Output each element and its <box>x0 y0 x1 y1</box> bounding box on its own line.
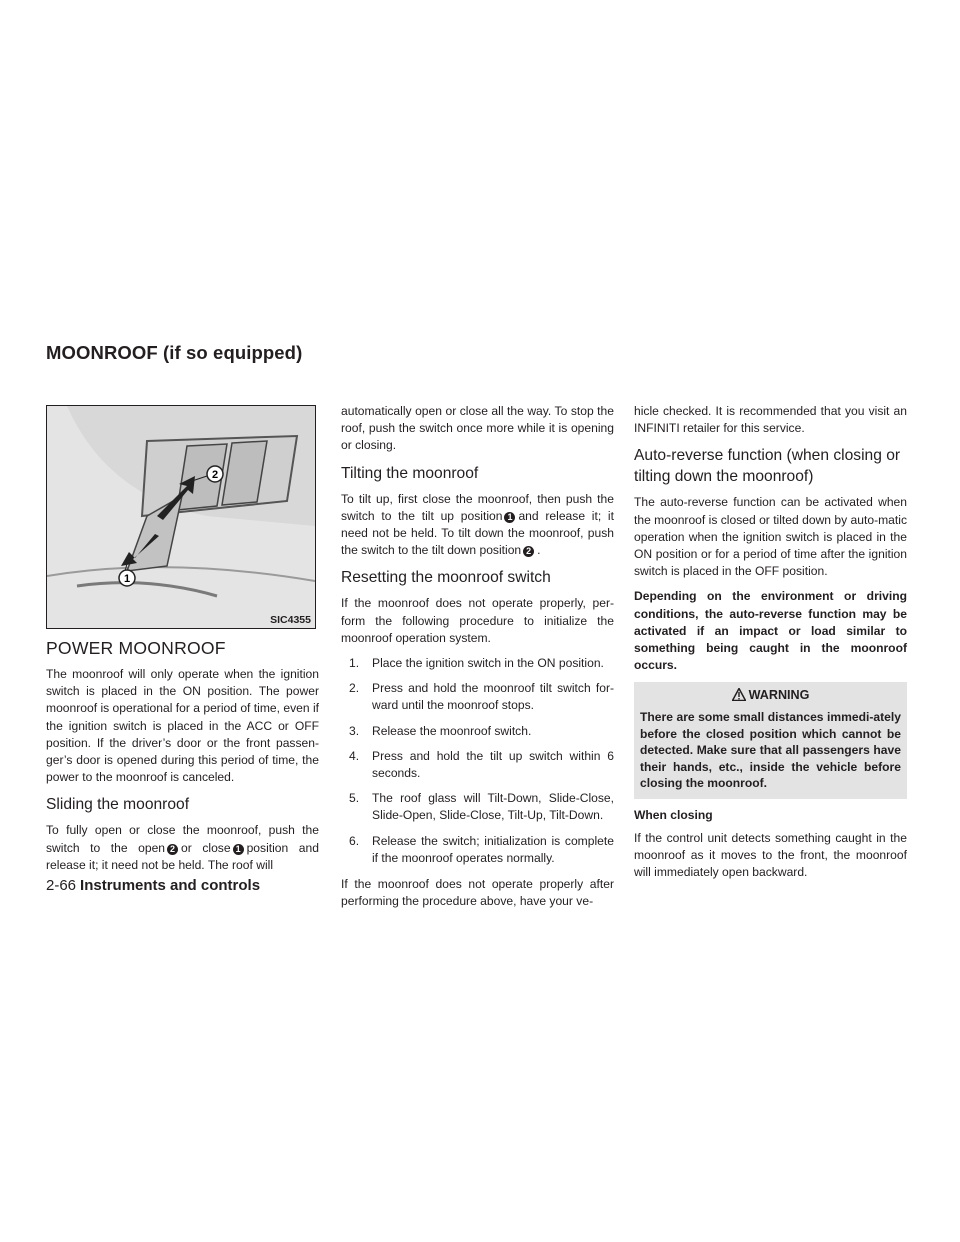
list-item <box>341 790 614 824</box>
warning-triangle-icon <box>732 688 746 701</box>
paragraph <box>341 491 614 560</box>
subheading-auto-reverse: Auto-reverse function (when closing or tilting down the moonroof) <box>634 447 901 486</box>
step-text: Press and hold the moonroof tilt switch for-ward until the moonroof stops. <box>372 681 614 713</box>
subheading-resetting: Resetting the moonroof switch <box>341 569 551 587</box>
page-footer <box>46 877 260 894</box>
text-span: and release it; it need not be held. To tilt down the moonroof, push the switch to the tilt down position <box>341 508 614 558</box>
paragraph: If the control unit detects something caught in the moonroof as it moves to the front, the moonroof will immediately open backward. <box>634 830 907 880</box>
callout-1-icon: 1 <box>233 844 244 855</box>
section-title: MOONROOF (if so equipped) <box>46 342 303 363</box>
paragraph: The moonroof will only operate when the ignition switch is placed in the ON position. The power moonroof is operational for a period of time, even if the ignition switch is placed in the ACC or OFF position. If the driver’s door or the front passen-ger’s door is opened during this period of time, the power to the moonroof is canceled. <box>46 667 319 785</box>
paragraph: If the moonroof does not operate properly after performing the procedure above, have your ve- <box>341 877 614 909</box>
callout-1: 1 <box>123 573 131 585</box>
text-span: To fully open or close the moonroof, push the switch to the open <box>46 823 319 855</box>
warning-box <box>634 682 907 799</box>
text-span: To tilt up, first close the moonroof, then push the switch to the tilt up position <box>341 491 614 523</box>
callout-2: 2 <box>211 469 219 481</box>
step-number: 5. <box>349 791 360 806</box>
step-text: Place the ignition switch in the ON position. <box>372 656 604 671</box>
footer-title: Instruments and controls <box>80 877 261 894</box>
reset-steps-list <box>341 655 614 867</box>
paragraph: If the moonroof does not operate properly, per-form the following procedure to initialize the moonroof operation system. <box>341 596 614 645</box>
subheading-sliding: Sliding the moonroof <box>46 796 190 814</box>
step-text: The roof glass will Tilt-Down, Slide-Close, Slide-Open, Slide-Close, Tilt-Up, Tilt-Down. <box>372 791 614 823</box>
column-2 <box>341 403 614 918</box>
figure-label: SIC4355 <box>270 614 311 626</box>
warning-text: There are some small distances immedi-ately before the closed position which cannot be detected. Make sure that all passengers have their hands, etc., inside the vehicle before closing the moonroof. <box>640 710 901 791</box>
paragraph <box>46 822 319 874</box>
step-text: Release the switch; initialization is complete if the moonroof operates normally. <box>372 833 614 865</box>
step-number: 2. <box>349 681 360 696</box>
step-number: 3. <box>349 723 360 738</box>
list-item <box>341 723 614 740</box>
text-span: or close <box>181 840 231 855</box>
heading-power-moonroof: POWER MOONROOF <box>46 638 226 658</box>
text-span: position and release it; it need not be held. The roof will <box>46 840 319 872</box>
subheading-tilting: Tilting the moonroof <box>341 464 479 482</box>
warning-title: WARNING <box>748 688 810 703</box>
callout-2-icon: 2 <box>523 546 534 557</box>
step-number: 4. <box>349 748 360 763</box>
step-number: 1. <box>349 656 360 671</box>
list-item <box>341 680 614 714</box>
paragraph: automatically open or close all the way. To stop the roof, push the switch once more while it is opening or closing. <box>341 404 614 453</box>
list-item <box>341 833 614 867</box>
list-item <box>341 655 614 672</box>
step-text: Press and hold the tilt up switch within 6 seconds. <box>372 748 614 781</box>
page-number: 2-66 <box>46 877 77 894</box>
subheading-when-closing: When closing <box>634 808 713 823</box>
column-1 <box>46 638 319 882</box>
step-text: Release the moonroof switch. <box>372 723 532 738</box>
moonroof-switch-illustration <box>47 406 315 628</box>
moonroof-switch-figure <box>46 405 316 629</box>
paragraph: hicle checked. It is recommended that you visit an INFINITI retailer for this service. <box>634 404 907 436</box>
text-span: . <box>537 543 541 558</box>
warning-header <box>640 684 901 709</box>
step-number: 6. <box>349 833 360 848</box>
callout-2-icon: 2 <box>167 844 178 855</box>
paragraph: The auto-reverse function can be activated when the moonroof is closed or tilted down by auto-matic operation when the ignition switch is placed in the ON position or for a period of time after the ignition switch is placed in the OFF position. <box>634 495 907 579</box>
list-item <box>341 748 614 782</box>
callout-1-icon: 1 <box>504 512 515 523</box>
column-3 <box>634 403 907 889</box>
paragraph-bold: Depending on the environment or driving conditions, the auto-reverse function may be activated if an impact or load similar to something being caught in the moonroof occurs. <box>634 589 907 673</box>
